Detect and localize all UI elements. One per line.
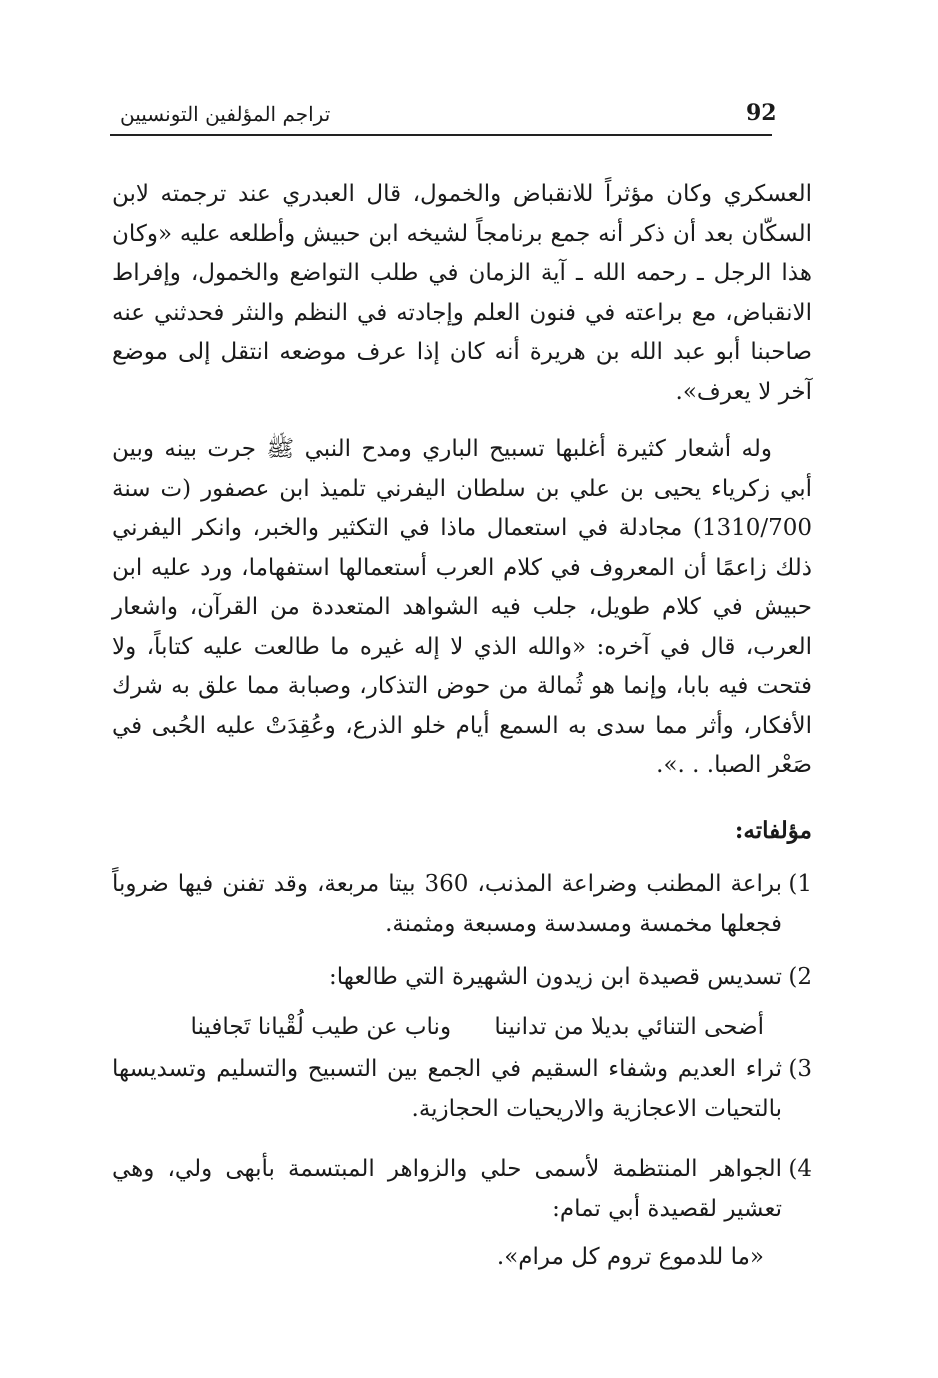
works-heading: مؤلفاته: [734,817,812,844]
header-rule [110,134,772,136]
list-item-text: تسديس قصيدة ابن زيدون الشهيرة التي طالعها: [329,964,782,990]
list-item [112,958,812,998]
page-header [110,96,777,136]
paragraph-1: العسكري وكان مؤثراً للانقباض والخمول، قال العبدري عند ترجمته لابن السكّان بعد أن ذكر أنه جمع برنامجاً لشيخه ابن حبيش وأطلعه عليه «وكان هذا الرجل ـ رحمه الله ـ آية الزمان في طلب التواضع والخمول، وإفراط الانقباض، مع براعته في فنون العلم وإجادته في النظم والنثر فحدثني عنه صاحبنا أبو عبد الله بن هريرة أنه كان إذا عرف موضعه انتقل إلى موضع آخر لا يعرف». [112,181,812,405]
quote-line: «ما للدموع تروم كل مرام». [496,1244,764,1270]
list-item-number: 2) [788,964,812,990]
list-item [112,865,812,944]
running-title: تراجم المؤلفين التونسيين [120,102,331,126]
list-item-number: 1) [788,871,812,897]
list-item-text: الجواهر المنتظمة لأسمى حلي والزواهر المبتسمة بأبهى ولي، وهي تعشير لقصيدة أبي تمام: [112,1156,782,1222]
page-number: 92 [746,100,777,126]
verse-hemistich-2: وناب عن طيب لُقْيانا تَجافينا [190,1014,452,1040]
list-item-number: 4) [788,1156,812,1182]
list-item-number: 3) [788,1056,812,1082]
list-item-text: ثراء العديم وشفاء السقيم في الجمع بين التسبيح والتسليم وتسديسها بالتحيات الاعجازية والاريحيات الحجازية. [112,1056,782,1122]
verse-hemistich-1: أضحى التنائي بديلا من تدانينا [494,1014,764,1040]
list-item-text: براعة المطنب وضراعة المذنب، 360 بيتا مربعة، وقد تفنن فيها ضروباً فجعلها مخمسة ومسدسة ومسبعة ومثمنة. [112,871,783,937]
list-item [112,1050,812,1129]
list-item [112,1150,812,1229]
verse [112,1008,812,1048]
paragraph-2: وله أشعار كثيرة أغلبها تسبيح الباري ومدح النبي ﷺ جرت بينه وبين أبي زكرياء يحيى بن علي بن سلطان اليفرني تلميذ ابن عصفور (ت سنة 1310/700) مجادلة في استعمال ماذا في التكثير والخبر، وانكر اليفرني ذلك زاعمًا أن المعروف في كلام العرب أستعمالها استفهاما، ورد عليه ابن حبيش في كلام طويل، جلب فيه الشواهد المتعددة من القرآن، واشعار العرب، قال في آخره: «والله الذي لا إله غيره ما طالعت عليه كتاباً، ولا فتحت فيه بابا، وإنما هو ثُمالة من حوض التذكار، وصبابة مما علق به شرك الأفكار، وأثر مما سدى به السمع أيام خلو الذرع، وعُقِدَتْ عليه الحُبى في صَعْر الصبا. . .». [112,436,812,778]
